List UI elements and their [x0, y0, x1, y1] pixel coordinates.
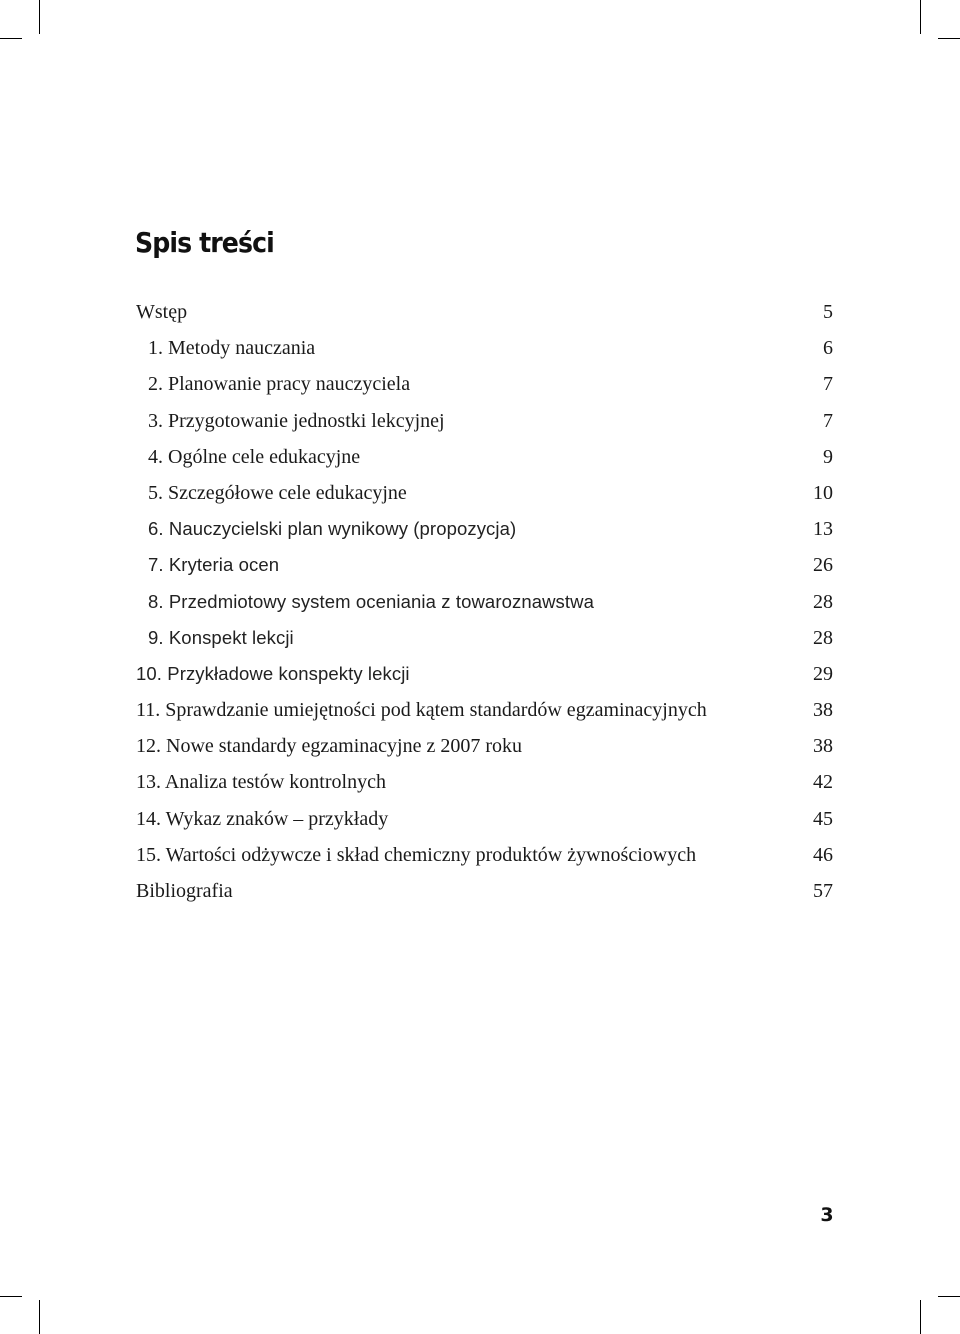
toc-entry-page: 42	[813, 771, 833, 794]
toc-entry-page: 9	[823, 445, 833, 468]
toc-entry-page: 10	[813, 481, 833, 504]
toc-entry-page: 46	[813, 843, 833, 866]
toc-entry-label: 15. Wartości odżywcze i skład chemiczny produktów żywnościowych	[136, 843, 697, 866]
toc-entry[interactable]	[136, 873, 833, 909]
crop-mark-bottom-right	[920, 1300, 921, 1334]
toc-entry-label: 4. Ogólne cele edukacyjne	[148, 445, 361, 468]
toc-entry-page: 28	[813, 626, 833, 649]
toc-entry-label: Wstęp	[136, 301, 188, 323]
toc-entry[interactable]	[136, 692, 833, 728]
toc-entry-label: 7. Kryteria ocen	[148, 554, 280, 576]
crop-mark-top-right-h	[938, 38, 960, 39]
toc-entry[interactable]	[136, 475, 833, 511]
toc-entry-label: 2. Planowanie pracy nauczyciela	[148, 373, 411, 396]
toc-entry-page: 45	[813, 807, 833, 830]
toc-entry-page: 5	[823, 301, 833, 323]
toc-entry-label: 14. Wykaz znaków – przykłady	[136, 807, 389, 830]
toc-entry-page: 7	[823, 373, 833, 396]
toc-entry-page: 28	[813, 590, 833, 613]
toc-entry-page: 7	[823, 409, 833, 432]
crop-mark-top-left	[39, 0, 40, 34]
toc-entry[interactable]	[136, 728, 833, 764]
toc-entry[interactable]	[136, 584, 833, 620]
toc-entry-page: 29	[813, 662, 833, 685]
crop-mark-bottom-right-h	[938, 1296, 960, 1297]
toc-entry-label: 8. Przedmiotowy system oceniania z towaroznawstwa	[148, 590, 594, 612]
page-title: Spis treści	[135, 226, 274, 259]
toc-entry-page: 6	[823, 337, 833, 360]
toc-entry-label: 6. Nauczycielski plan wynikowy (propozycja)	[148, 518, 517, 540]
toc-entry[interactable]	[136, 837, 833, 873]
crop-mark-top-left-h	[0, 38, 22, 39]
toc-entry[interactable]	[136, 511, 833, 547]
toc-entry-page: 26	[813, 554, 833, 577]
toc-entry-label: 3. Przygotowanie jednostki lekcyjnej	[148, 409, 445, 432]
toc-entry[interactable]	[136, 366, 833, 402]
toc-entry[interactable]	[136, 403, 833, 439]
toc-entry[interactable]	[136, 439, 833, 475]
toc-entry-label: 12. Nowe standardy egzaminacyjne z 2007 roku	[136, 735, 522, 758]
toc-entry[interactable]	[136, 330, 833, 366]
toc-entry[interactable]	[136, 656, 833, 692]
toc-entry[interactable]	[136, 764, 833, 800]
toc-entry-label: 9. Konspekt lekcji	[148, 626, 294, 648]
toc-entry-page: 13	[813, 518, 833, 541]
toc-entry-page: 38	[813, 699, 833, 722]
toc-entry-label: 13. Analiza testów kontrolnych	[136, 771, 386, 794]
crop-mark-bottom-left-h	[0, 1296, 22, 1297]
crop-mark-top-right	[920, 0, 921, 34]
toc-entry-label: 11. Sprawdzanie umiejętności pod kątem standardów egzaminacyjnych	[136, 699, 707, 722]
toc-entry[interactable]	[136, 294, 833, 330]
toc-entry[interactable]	[136, 547, 833, 583]
toc-entry-label: Bibliografia	[136, 880, 233, 902]
toc-entry-label: 1. Metody nauczania	[148, 337, 316, 360]
toc-entry-page: 57	[813, 880, 833, 902]
crop-mark-bottom-left	[39, 1300, 40, 1334]
page-number: 3	[820, 1204, 834, 1226]
toc-entry[interactable]	[136, 620, 833, 656]
toc-entry-label: 10. Przykładowe konspekty lekcji	[136, 662, 410, 684]
toc-entry-label: 5. Szczegółowe cele edukacyjne	[148, 481, 407, 504]
toc-entry[interactable]	[136, 801, 833, 837]
table-of-contents	[136, 294, 833, 909]
toc-entry-page: 38	[813, 735, 833, 758]
